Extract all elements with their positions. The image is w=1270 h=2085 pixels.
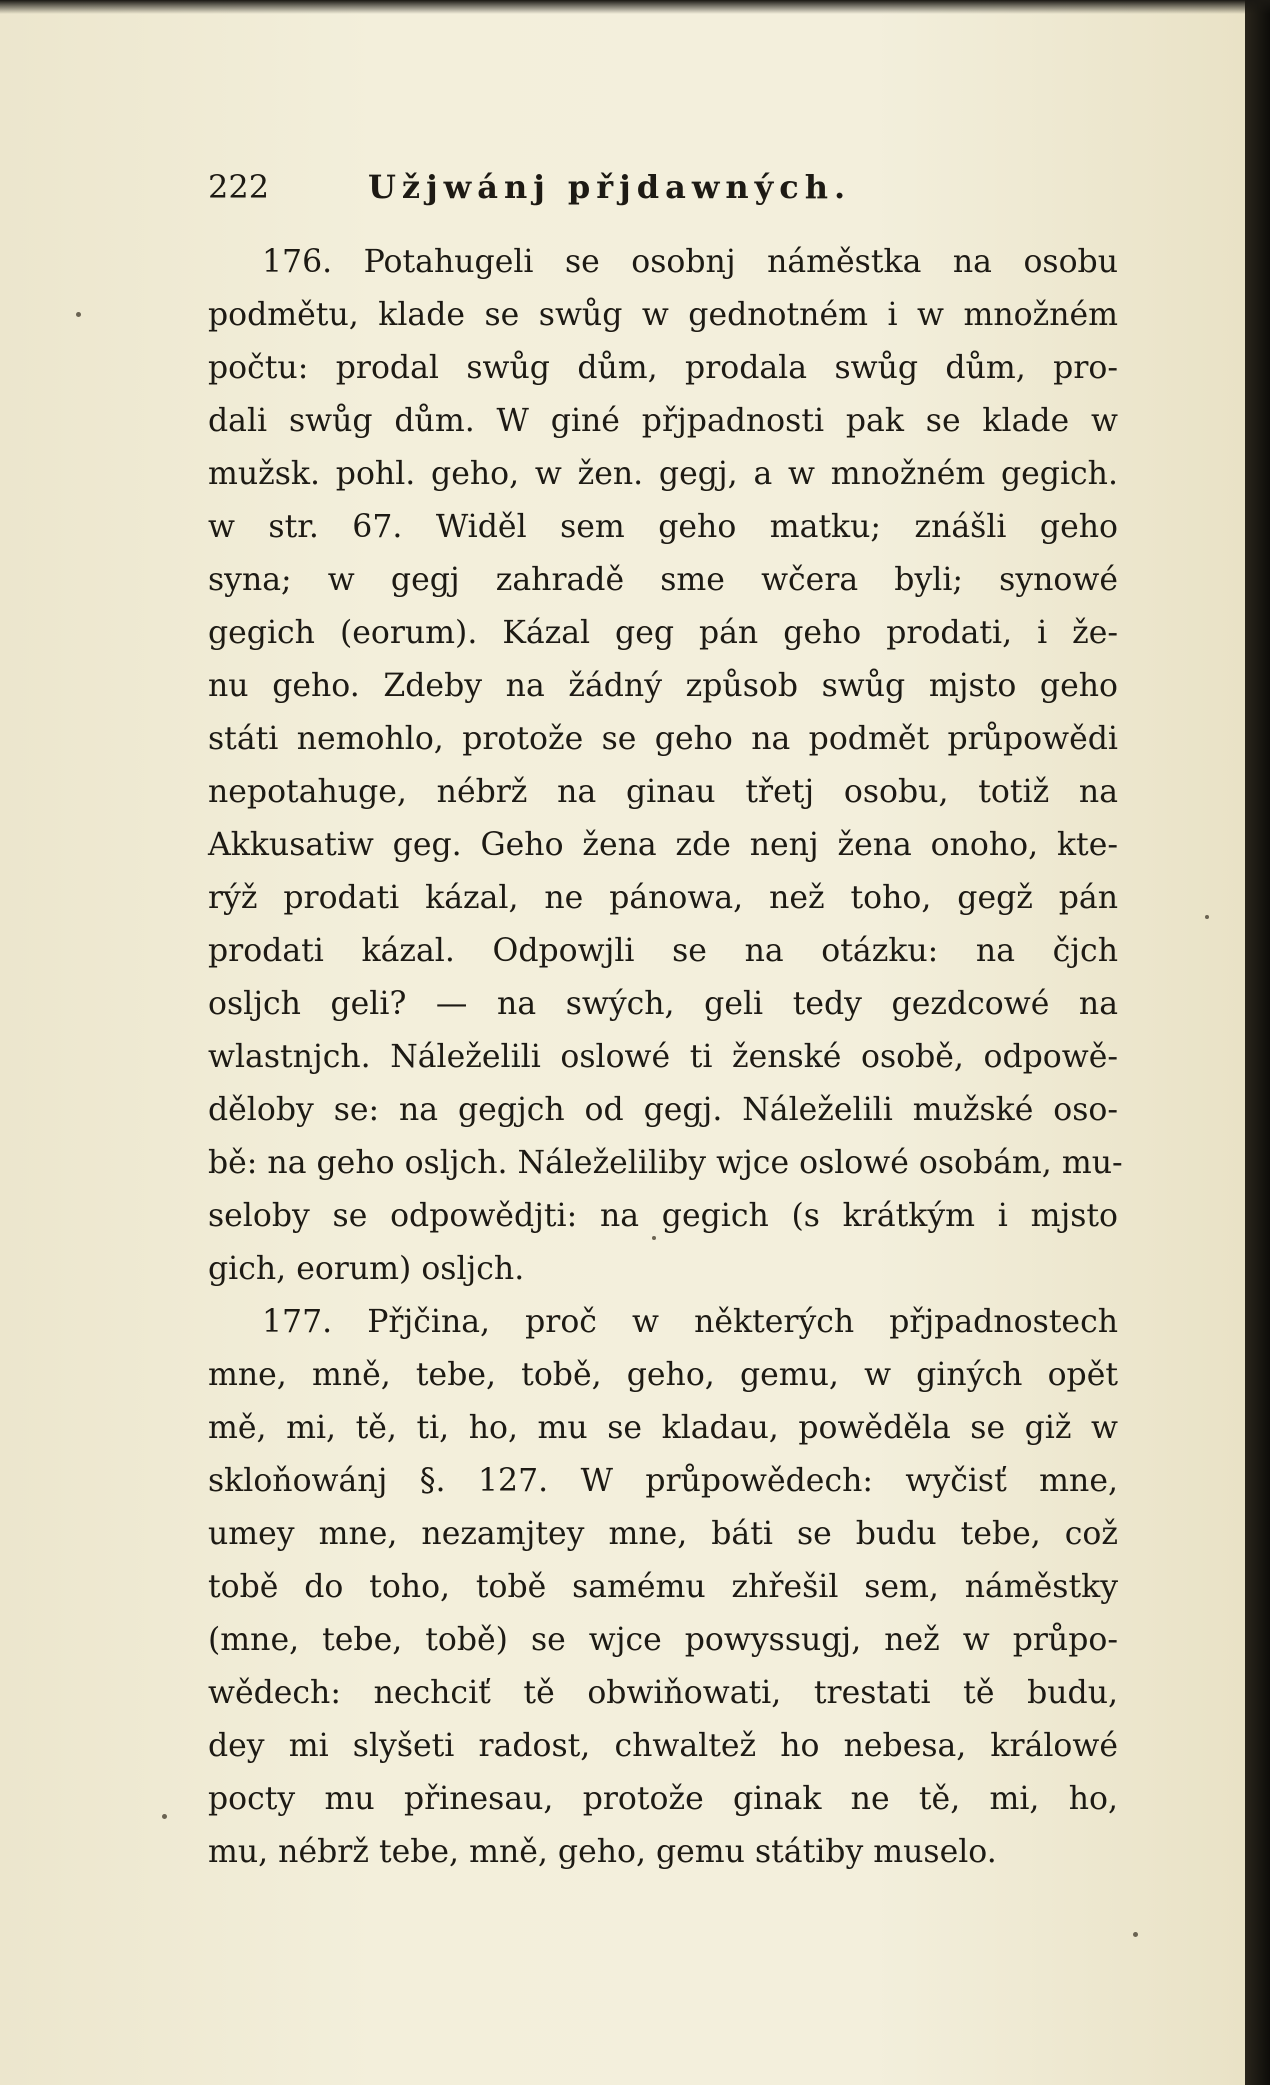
text-line: mužsk. pohl. geho, w žen. gegj, a w množném gegich.	[208, 456, 1118, 492]
text-line: gegich (eorum). Kázal geg pán geho prodati, i že-	[208, 615, 1118, 651]
paper-speck	[652, 1236, 656, 1240]
text-line: (mne, tebe, tobě) se wjce powyssugj, než w průpo-	[208, 1622, 1118, 1658]
text-line: Akkusatiw geg. Geho žena zde nenj žena onoho, kte-	[208, 827, 1118, 863]
text-line: w str. 67. Widěl sem geho matku; znášli geho	[208, 509, 1118, 545]
text-line: počtu: prodal swůg dům, prodala swůg dům, pro-	[208, 350, 1118, 386]
text-line: dey mi slyšeti radost, chwaltež ho nebesa, králowé	[208, 1728, 1118, 1764]
paragraph-177	[208, 1296, 1118, 1879]
text-line: děloby se: na gegjch od gegj. Náleželili mužské oso-	[208, 1092, 1118, 1128]
text-line: syna; w gegj zahradě sme wčera byli; synowé	[208, 562, 1118, 598]
paragraph-176	[208, 236, 1123, 1296]
text-line: bě: na geho osljch. Náleželiliby wjce oslowé osobám, mu-	[208, 1145, 1123, 1181]
page-header	[208, 168, 1118, 228]
text-line: wlastnjch. Náleželili oslowé ti ženské osobě, odpowě-	[208, 1039, 1118, 1075]
page-top-shadow	[0, 0, 1270, 14]
text-line: mě, mi, tě, ti, ho, mu se kladau, powěděla se giž w	[208, 1410, 1118, 1446]
text-line: prodati kázal. Odpowjli se na otázku: na čjch	[208, 933, 1118, 969]
text-line: nepotahuge, nébrž na ginau třetj osobu, totiž na	[208, 774, 1118, 810]
paper-speck	[1133, 1932, 1138, 1937]
text-line: skloňowánj §. 127. W průpowědech: wyčisť mne,	[208, 1463, 1118, 1499]
text-block	[208, 168, 1123, 1879]
page-edge-shadow	[1245, 0, 1270, 2085]
paper-speck	[162, 1814, 167, 1819]
text-line: tobě do toho, tobě samému zhřešil sem, náměstky	[208, 1569, 1118, 1605]
text-line: wědech: nechciť tě obwiňowati, trestati tě budu,	[208, 1675, 1118, 1711]
body-text	[208, 236, 1123, 1879]
page-number: 222	[208, 168, 270, 206]
text-line: mne, mně, tebe, tobě, geho, gemu, w giných opět	[208, 1357, 1118, 1393]
paper-speck	[1205, 915, 1209, 919]
text-line: seloby se odpowědjti: na gegich (s krátkým i mjsto	[208, 1198, 1118, 1234]
text-line: pocty mu přinesau, protože ginak ne tě, mi, ho,	[208, 1781, 1118, 1817]
text-line: 177. Přjčina, proč w některých přjpadnostech	[262, 1304, 1118, 1340]
text-line: 176. Potahugeli se osobnj náměstka na osobu	[262, 244, 1118, 280]
text-line: gich, eorum) osljch.	[208, 1251, 525, 1287]
running-head: Užjwánj přjdawných.	[368, 168, 852, 206]
text-line: podmětu, klade se swůg w gednotném i w množném	[208, 297, 1118, 333]
text-line: mu, nébrž tebe, mně, geho, gemu státiby muselo.	[208, 1834, 997, 1870]
text-line: nu geho. Zdeby na žádný způsob swůg mjsto geho	[208, 668, 1118, 704]
text-line: rýž prodati kázal, ne pánowa, než toho, gegž pán	[208, 880, 1118, 916]
text-line: osljch geli? — na swých, geli tedy gezdcowé na	[208, 986, 1118, 1022]
text-line: dali swůg dům. W giné přjpadnosti pak se klade w	[208, 403, 1118, 439]
paper-speck	[76, 312, 81, 317]
text-line: státi nemohlo, protože se geho na podmět průpowědi	[208, 721, 1118, 757]
text-line: umey mne, nezamjtey mne, báti se budu tebe, což	[208, 1516, 1118, 1552]
